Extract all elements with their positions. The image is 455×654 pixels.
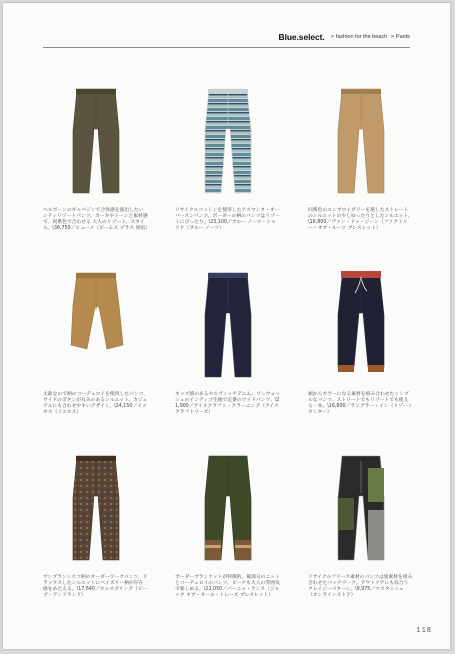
breadcrumb-section: fashion for the beach [335,34,388,40]
product-caption: 裾からカラーになる素材を組み合わせたシンプルなパンツ。ストリートでもリゾートでも使える一本。\16,800／ラングラー・イン（リゾートセンター） [308,392,413,416]
product-caption: ネップ感のあるセルヴィッチデニム。ワンウォッシュのインディゴ生地で定番のワイドパンツ。\21,000／アイスクラフト・クラーニング（アイスクラフトリーズ） [175,392,281,416]
product-caption: リサイクルフリース素材のパンツは異素材を組み合わせたパッチワーク。アウトドアにも似合うクレイジーパターン。\9,975／マスタッシュ（オンラインストア） [308,575,413,599]
product-item [175,81,280,232]
breadcrumb [329,34,410,40]
pants-image [43,448,148,566]
product-caption: サンプランシスコ柄のオーダーワークパンツ。リラックスしたシルエットにペイズリー柄が存在感をあたえる。\17,640／ホレスプリング（ピープ・アンドランド） [43,575,148,599]
product-item [175,448,280,599]
breadcrumb-separator: > [390,34,394,40]
pants-image [175,265,280,383]
pants-image [308,81,413,199]
breadcrumb-category: Pants [395,34,410,40]
pants-image [308,448,413,566]
product-caption: 同系色のエンブロイダリーを施したストレートのシルエットの少しゆったりとしたシルエット。\16,800／ヴァン・ドゥ・ジーン（ファクトリー・オブ・ルーツ ブレスレット） [308,208,413,232]
page-number: 118 [416,627,432,635]
product-caption: ヘルボーンのギャバジンで合体感を演出したいシティリゾートパンツ。カーキやトーンと素材感で、同系色で合わせる 大人のリゾート。スタイル。\36,750／ヒューメ（ビームス プラス 原宿） [43,208,150,232]
product-item [43,448,148,599]
brand-logo: Blue.select. [278,32,325,42]
pants-image [308,265,413,383]
product-item [308,448,413,599]
breadcrumb-separator: > [330,34,334,40]
pants-image [175,448,280,566]
product-caption: 太畝なので柄のコーデュロイを使用したパンツ、サイドのボタンが丸みのあるシルエット。カジュアルにも合わせやすいデザイン。\24,150／イメホス（イエホス） [43,392,148,416]
page-header [279,30,410,44]
header-rule [43,47,410,48]
product-item [308,265,413,416]
product-caption: ボーダーブランケットが特徴的。裾部分のニットとコーデュロイのパンツ。ビーチも大人の雰囲気で楽しめる。\22,050／バーニャ・アンス（ジャック オブ・オール・トレーズ ブレスレット） [175,575,280,599]
product-caption: リサイクルコットンを使用したアスマンタ・オーバースンバンツ。ボーダーの柄のパンツはリゾートにぴったり。\23,100／ブルー ノーツ・シャリケ（ブルー ノーツ） [175,208,280,232]
product-item [175,265,280,416]
product-item [43,265,148,416]
product-item [43,81,148,232]
product-item [308,81,413,232]
pants-image [43,265,148,383]
pants-image [43,81,148,199]
magazine-page [3,3,450,649]
pants-image [175,81,280,199]
